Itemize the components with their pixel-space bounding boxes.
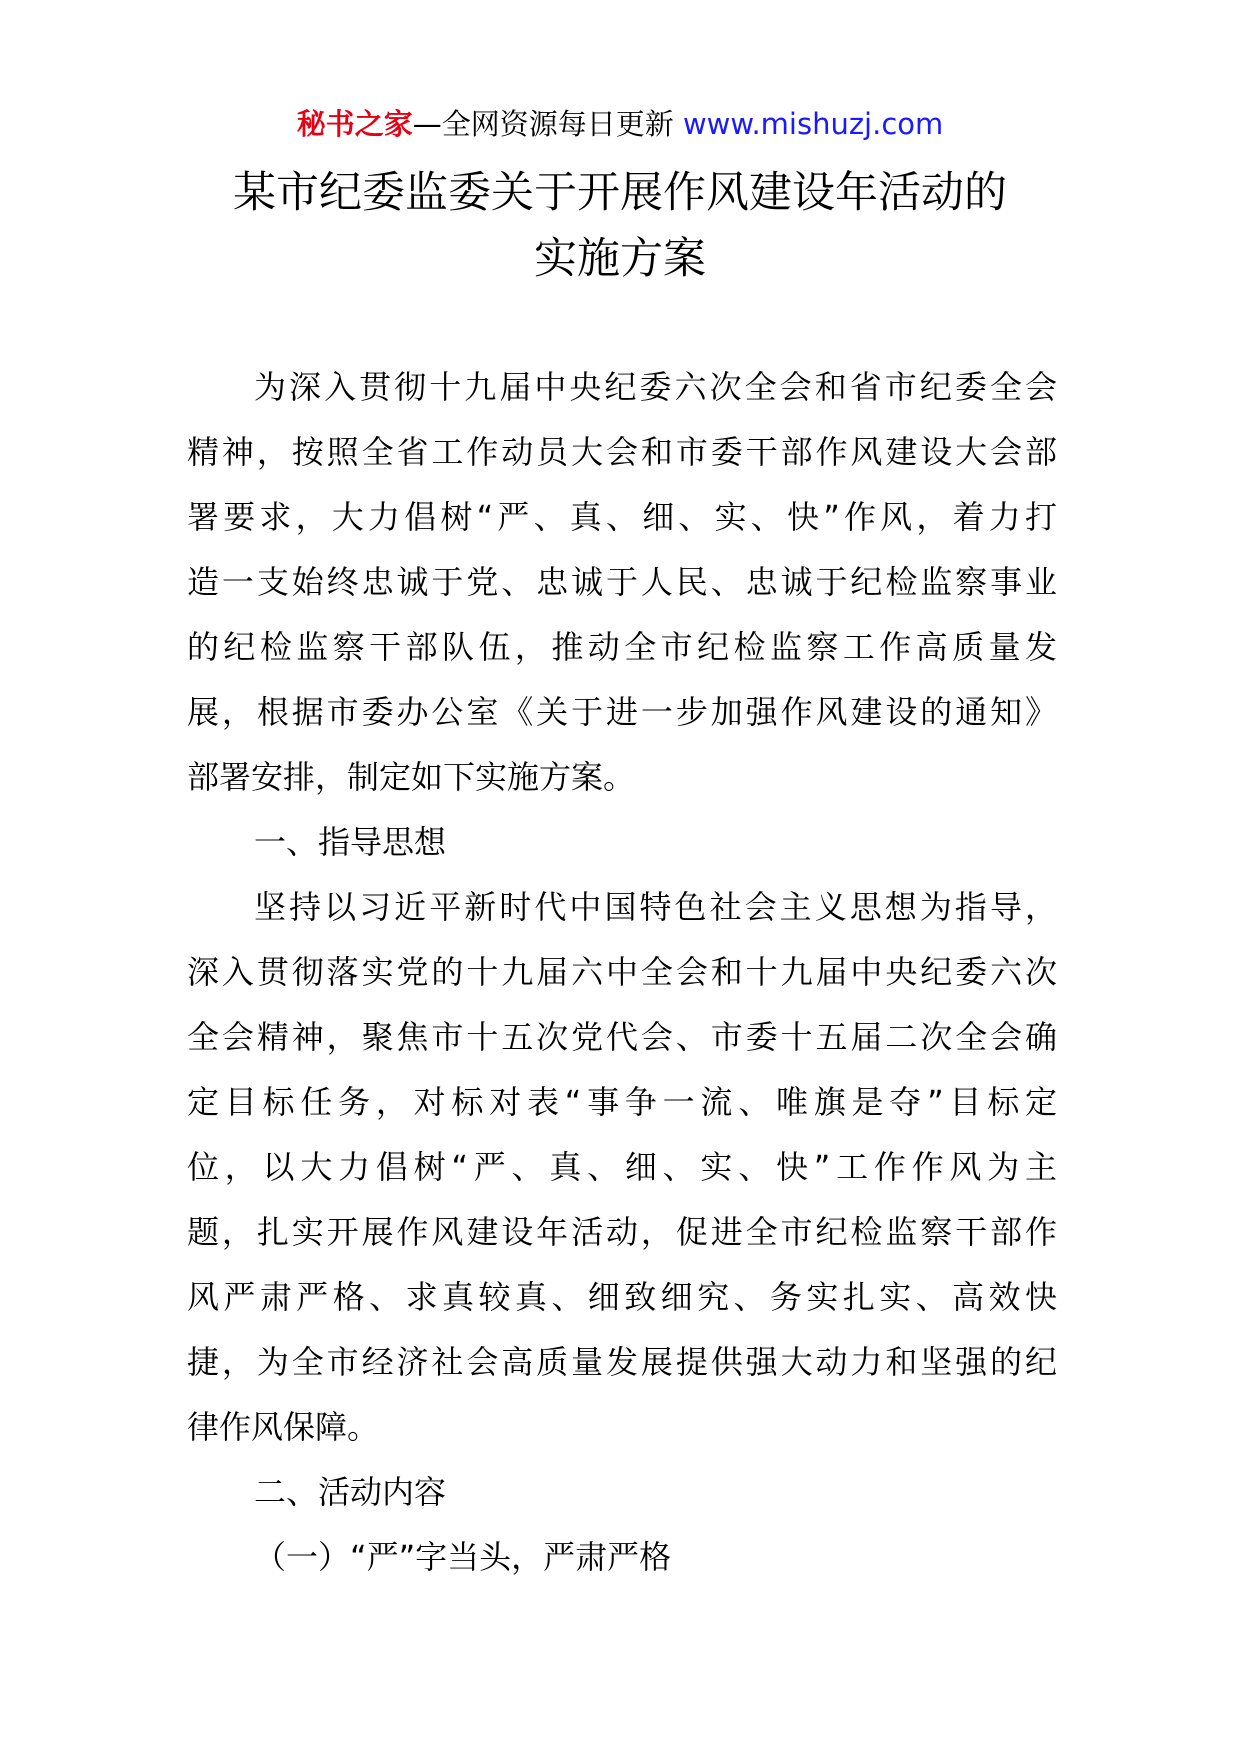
paragraph-2-line: 题，扎实开展作风建设年活动，促进全市纪检监察干部作 — [187, 1213, 1057, 1251]
paragraph-2-line: 位，以大力倡树“严、真、细、实、快”工作作风为主 — [187, 1148, 1057, 1186]
paragraph-1-line: 为深入贯彻十九届中央纪委六次全会和省市纪委全会 — [254, 368, 1057, 406]
paragraph-2-line: 坚持以习近平新时代中国特色社会主义思想为指导， — [254, 888, 1057, 926]
paragraph-2-line: 定目标任务，对标对表“事争一流、唯旗是夺”目标定 — [187, 1083, 1057, 1121]
paragraph-1-line: 部署安排，制定如下实施方案。 — [187, 758, 636, 796]
paragraph-1-line: 精神，按照全省工作动员大会和市委干部作风建设大会部 — [187, 433, 1057, 471]
section-heading-guiding-thought: 一、指导思想 — [254, 823, 447, 861]
title-line-2: 实施方案 — [534, 234, 706, 284]
paragraph-1-line: 署要求，大力倡树“严、真、细、实、快”作风，着力打 — [187, 498, 1057, 536]
paragraph-1-line: 展，根据市委办公室《关于进一步加强作风建设的通知》 — [187, 693, 1057, 731]
paragraph-2-line: 深入贯彻落实党的十九届六中全会和十九届中央纪委六次 — [187, 953, 1057, 991]
paragraph-2-line: 律作风保障。 — [187, 1408, 380, 1446]
paragraph-2-line: 风严肃严格、求真较真、细致细究、务实扎实、高效快 — [187, 1278, 1057, 1316]
site-header — [0, 100, 1240, 148]
brand-name: 秘书之家 — [296, 107, 413, 141]
title-line-1: 某市纪委监委关于开展作风建设年活动的 — [233, 168, 1007, 218]
document-title — [0, 160, 1240, 292]
paragraph-2-line: 全会精神，聚焦市十五次党代会、市委十五届二次全会确 — [187, 1018, 1057, 1056]
paragraph-2-line: 捷，为全市经济社会高质量发展提供强大动力和坚强的纪 — [187, 1343, 1057, 1381]
paragraph-1-line: 造一支始终忠诚于党、忠诚于人民、忠诚于纪检监察事业 — [187, 563, 1057, 601]
site-url-link[interactable]: www.mishuzj.com — [682, 107, 944, 141]
header-tagline: —全网资源每日更新 — [412, 107, 674, 141]
paragraph-1-line: 的纪检监察干部队伍，推动全市纪检监察工作高质量发 — [187, 628, 1057, 666]
document-body — [187, 355, 1057, 1590]
subsection-heading-strict: （一）“严”字当头，严肃严格 — [254, 1538, 672, 1576]
section-heading-activity-content: 二、活动内容 — [254, 1473, 447, 1511]
